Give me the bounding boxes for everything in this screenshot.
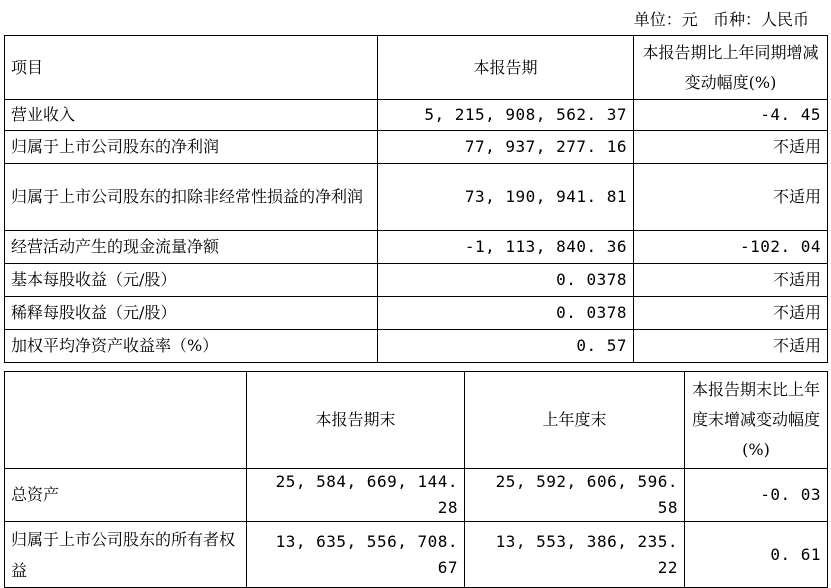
row-change: 不适用 <box>634 297 828 330</box>
row-change: -4. 45 <box>634 100 828 131</box>
row-value: 0. 0378 <box>378 297 634 330</box>
table-row <box>5 330 828 363</box>
row-value: 0. 0378 <box>378 264 634 297</box>
key-financials-table <box>4 35 828 363</box>
table-row <box>5 131 828 164</box>
table-row <box>5 164 828 231</box>
balance-table <box>4 371 828 588</box>
row-prior: 13, 553, 386, 235. 22 <box>465 522 685 588</box>
header-item: 项目 <box>5 36 378 100</box>
row-value: 77, 937, 277. 16 <box>378 131 634 164</box>
row-item: 总资产 <box>5 469 247 522</box>
row-change: 0. 61 <box>685 522 828 588</box>
row-item: 归属于上市公司股东的扣除非经常性损益的净利润 <box>5 164 378 231</box>
table-row <box>5 264 828 297</box>
unit-currency-line: 单位：元 币种：人民币 <box>633 10 809 29</box>
header-item <box>5 372 247 469</box>
row-change: -0. 03 <box>685 469 828 522</box>
table-header-row <box>5 372 828 469</box>
row-value: 5, 215, 908, 562. 37 <box>378 100 634 131</box>
row-change: 不适用 <box>634 264 828 297</box>
row-item: 稀释每股收益（元/股） <box>5 297 378 330</box>
row-item: 营业收入 <box>5 100 378 131</box>
table-row <box>5 522 828 588</box>
row-change: -102. 04 <box>634 231 828 264</box>
row-value: -1, 113, 840. 36 <box>378 231 634 264</box>
table-header-row <box>5 36 828 100</box>
row-prior: 25, 592, 606, 596. 58 <box>465 469 685 522</box>
header-prior-year-end: 上年度末 <box>465 372 685 469</box>
table-row <box>5 297 828 330</box>
row-item: 基本每股收益（元/股） <box>5 264 378 297</box>
header-period-end: 本报告期末 <box>247 372 465 469</box>
table-row <box>5 469 828 522</box>
row-change: 不适用 <box>634 164 828 231</box>
row-item: 加权平均净资产收益率（%） <box>5 330 378 363</box>
row-item: 归属于上市公司股东的净利润 <box>5 131 378 164</box>
header-change: 本报告期末比上年度末增减变动幅度(%) <box>685 372 828 469</box>
row-current: 25, 584, 669, 144. 28 <box>247 469 465 522</box>
header-current-period: 本报告期 <box>378 36 634 100</box>
row-item: 经营活动产生的现金流量净额 <box>5 231 378 264</box>
row-value: 73, 190, 941. 81 <box>378 164 634 231</box>
row-item: 归属于上市公司股东的所有者权益 <box>5 522 247 588</box>
row-current: 13, 635, 556, 708. 67 <box>247 522 465 588</box>
row-value: 0. 57 <box>378 330 634 363</box>
row-change: 不适用 <box>634 330 828 363</box>
table-row <box>5 231 828 264</box>
table-row <box>5 100 828 131</box>
row-change: 不适用 <box>634 131 828 164</box>
header-yoy-change: 本报告期比上年同期增减变动幅度(%) <box>634 36 828 100</box>
